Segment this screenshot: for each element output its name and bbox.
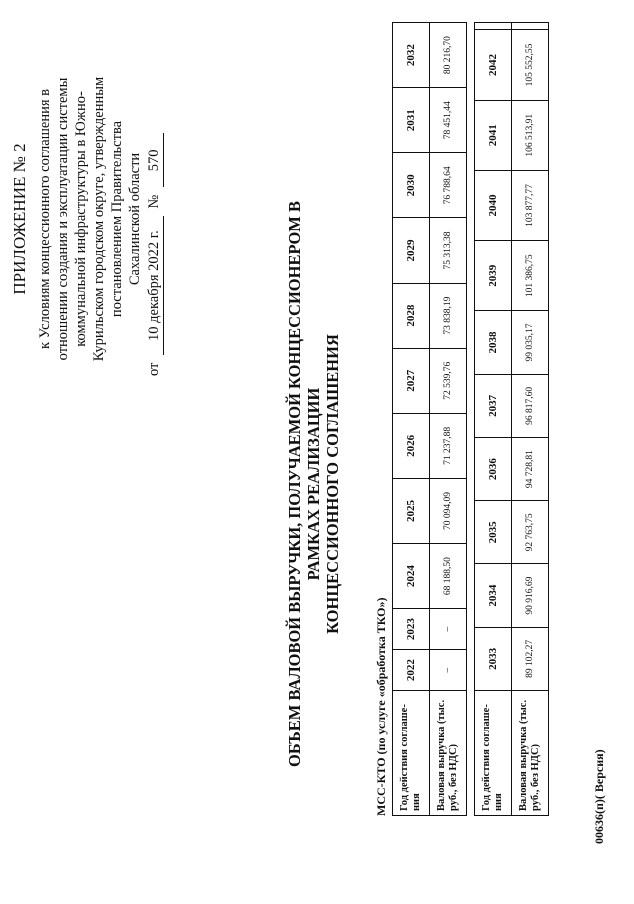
appendix-line: Сахалинской области — [127, 152, 143, 286]
document-title — [285, 174, 342, 794]
revenue-cell: 94 728,81 — [512, 437, 549, 500]
revenue-cell: 103 877,77 — [512, 170, 549, 240]
year-cell: 2037 — [475, 374, 512, 437]
decree-date: 10 декабря 2022 г. — [146, 216, 164, 355]
appendix-line: отношении создания и эксплуатации системы — [55, 77, 71, 361]
appendix-number: ПРИЛОЖЕНИЕ № 2 — [10, 143, 29, 295]
appendix-line: Курильском городском округе, утвержденным — [91, 76, 107, 362]
revenue-cell: 73 838,19 — [430, 283, 467, 348]
revenue-row-label: Валовая выручка (тыс. руб., без НДС) — [512, 691, 549, 816]
appendix-line: коммунальной инфраструктуры в Южно- — [73, 91, 89, 347]
revenue-cell: 105 552,55 — [512, 30, 549, 100]
footer-code: 00636(п)( Версия) — [592, 749, 606, 844]
year-cell: 2035 — [475, 501, 512, 564]
revenue-cell — [512, 23, 549, 30]
year-cell: 2041 — [475, 100, 512, 170]
year-row — [393, 23, 430, 816]
year-row-label: Год действия соглаше-ния — [393, 691, 430, 816]
revenue-cell: 89 102,27 — [512, 627, 549, 690]
revenue-cell: 68 188,50 — [430, 544, 467, 609]
year-row-label: Год действия соглаше-ния — [475, 691, 512, 816]
year-cell: 2030 — [393, 153, 430, 218]
revenue-table-1 — [392, 22, 467, 816]
year-cell: 2039 — [475, 241, 512, 311]
decree-number: 570 — [146, 133, 164, 187]
revenue-cell: 76 788,64 — [430, 153, 467, 218]
year-cell: 2042 — [475, 30, 512, 100]
appendix-line: постановлением Правительства — [109, 120, 125, 318]
year-cell: 2038 — [475, 311, 512, 374]
revenue-cell: 78 451,44 — [430, 88, 467, 153]
from-label: от — [146, 362, 162, 376]
revenue-cell: 101 386,75 — [512, 241, 549, 311]
revenue-cell: 90 916,69 — [512, 564, 549, 627]
year-cell: 2031 — [393, 88, 430, 153]
revenue-cell: 99 035,17 — [512, 311, 549, 374]
year-cell: 2024 — [393, 544, 430, 609]
year-cell: 2022 — [393, 650, 430, 691]
revenue-row — [430, 23, 467, 816]
revenue-row-label: Валовая выручка (тыс. руб., без НДС) — [430, 691, 467, 816]
revenue-row — [512, 23, 549, 816]
revenue-cell: 92 763,75 — [512, 501, 549, 564]
revenue-cell: 106 513,91 — [512, 100, 549, 170]
year-cell: 2034 — [475, 564, 512, 627]
year-row — [475, 23, 512, 816]
year-cell: 2026 — [393, 413, 430, 478]
revenue-cell: 75 313,38 — [430, 218, 467, 283]
year-cell: 2027 — [393, 348, 430, 413]
year-cell: 2040 — [475, 170, 512, 240]
year-cell — [475, 23, 512, 30]
revenue-cell: 80 216,70 — [430, 23, 467, 88]
year-cell: 2025 — [393, 478, 430, 543]
tariff-label: МСС-КТО (по услуге «обработка ТКО») — [374, 597, 388, 816]
year-cell: 2028 — [393, 283, 430, 348]
appendix-text — [36, 54, 144, 384]
revenue-cell: 71 237,88 — [430, 413, 467, 478]
revenue-cell: 70 094,09 — [430, 478, 467, 543]
revenue-table-2 — [474, 22, 549, 816]
title-line: КОНЦЕССИОННОГО СОГЛАШЕНИЯ — [323, 334, 342, 634]
number-label: № — [146, 194, 162, 209]
year-cell: 2029 — [393, 218, 430, 283]
year-cell: 2023 — [393, 609, 430, 650]
revenue-cell: – — [430, 609, 467, 650]
year-cell: 2036 — [475, 437, 512, 500]
revenue-cell: – — [430, 650, 467, 691]
decree-date-line — [146, 54, 164, 384]
appendix-line: к Условиям концессионного соглашения в — [37, 89, 53, 350]
revenue-cell: 72 539,76 — [430, 348, 467, 413]
year-cell: 2032 — [393, 23, 430, 88]
appendix-block — [10, 54, 164, 384]
revenue-cell: 96 817,60 — [512, 374, 549, 437]
year-cell: 2033 — [475, 627, 512, 690]
title-line: ОБЪЕМ ВАЛОВОЙ ВЫРУЧКИ, ПОЛУЧАЕМОЙ КОНЦЕССИОНЕРОМ В РАМКАХ РЕАЛИЗАЦИИ — [285, 201, 323, 767]
